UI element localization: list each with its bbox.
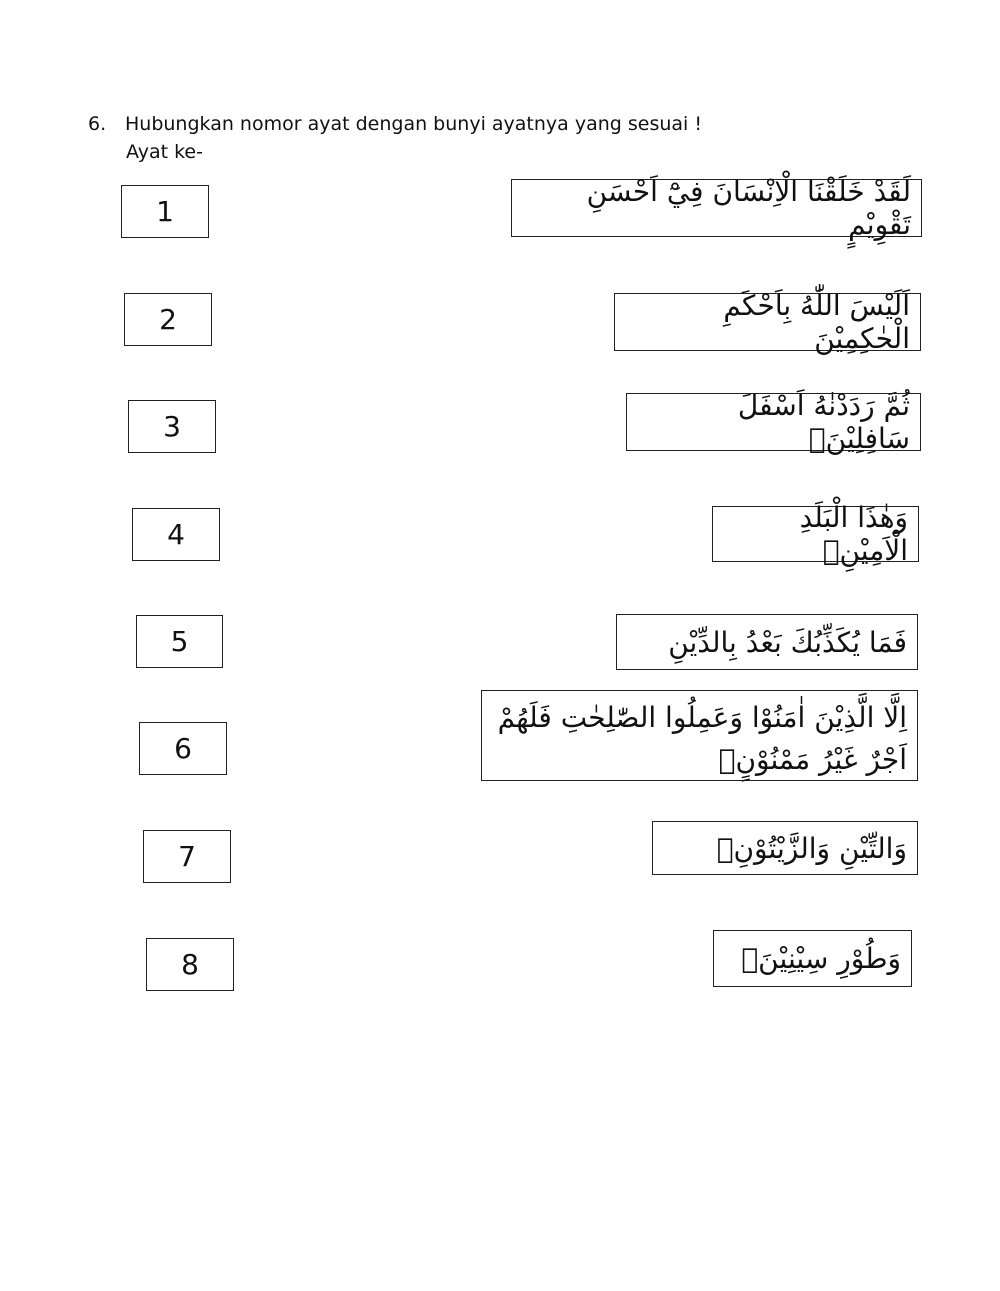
- number-box-2[interactable]: 2: [124, 293, 212, 346]
- number-box-1[interactable]: 1: [121, 185, 209, 238]
- ayat-box-3[interactable]: ثُمَّ رَدَدْنٰهُ اَسْفَلَ سَافِلِيْنَۙ: [626, 393, 921, 451]
- ayat-ke-label: Ayat ke-: [126, 141, 203, 163]
- ayat-box-4[interactable]: وَهٰذَا الْبَلَدِ الْاَمِيْنِۙ: [712, 506, 919, 562]
- number-box-7[interactable]: 7: [143, 830, 231, 883]
- question-instruction: Hubungkan nomor ayat dengan bunyi ayatnya yang sesuai !: [125, 113, 702, 135]
- number-box-5[interactable]: 5: [136, 615, 223, 668]
- ayat-box-6[interactable]: اِلَّا الَّذِيْنَ اٰمَنُوْا وَعَمِلُوا الصّٰلِحٰتِ فَلَهُمْ اَجْرٌ غَيْرُ مَمْنُوْنٍۗ: [481, 690, 918, 781]
- question-number: 6.: [88, 113, 107, 135]
- ayat-box-8[interactable]: وَطُوْرِ سِيْنِيْنَۙ: [713, 930, 912, 987]
- ayat-box-1[interactable]: لَقَدْ خَلَقْنَا الْاِنْسَانَ فِيْٓ اَحْسَنِ تَقْوِيْمٍ: [511, 179, 922, 237]
- ayat-box-5[interactable]: فَمَا يُكَذِّبُكَ بَعْدُ بِالدِّيْنِ: [616, 614, 918, 670]
- number-box-8[interactable]: 8: [146, 938, 234, 991]
- number-box-4[interactable]: 4: [132, 508, 220, 561]
- number-box-6[interactable]: 6: [139, 722, 227, 775]
- ayat-box-2[interactable]: اَلَيْسَ اللّٰهُ بِاَحْكَمِ الْحٰكِمِيْنَ: [614, 293, 921, 351]
- ayat-box-7[interactable]: وَالتِّيْنِ وَالزَّيْتُوْنِۙ: [652, 821, 918, 875]
- number-box-3[interactable]: 3: [128, 400, 216, 453]
